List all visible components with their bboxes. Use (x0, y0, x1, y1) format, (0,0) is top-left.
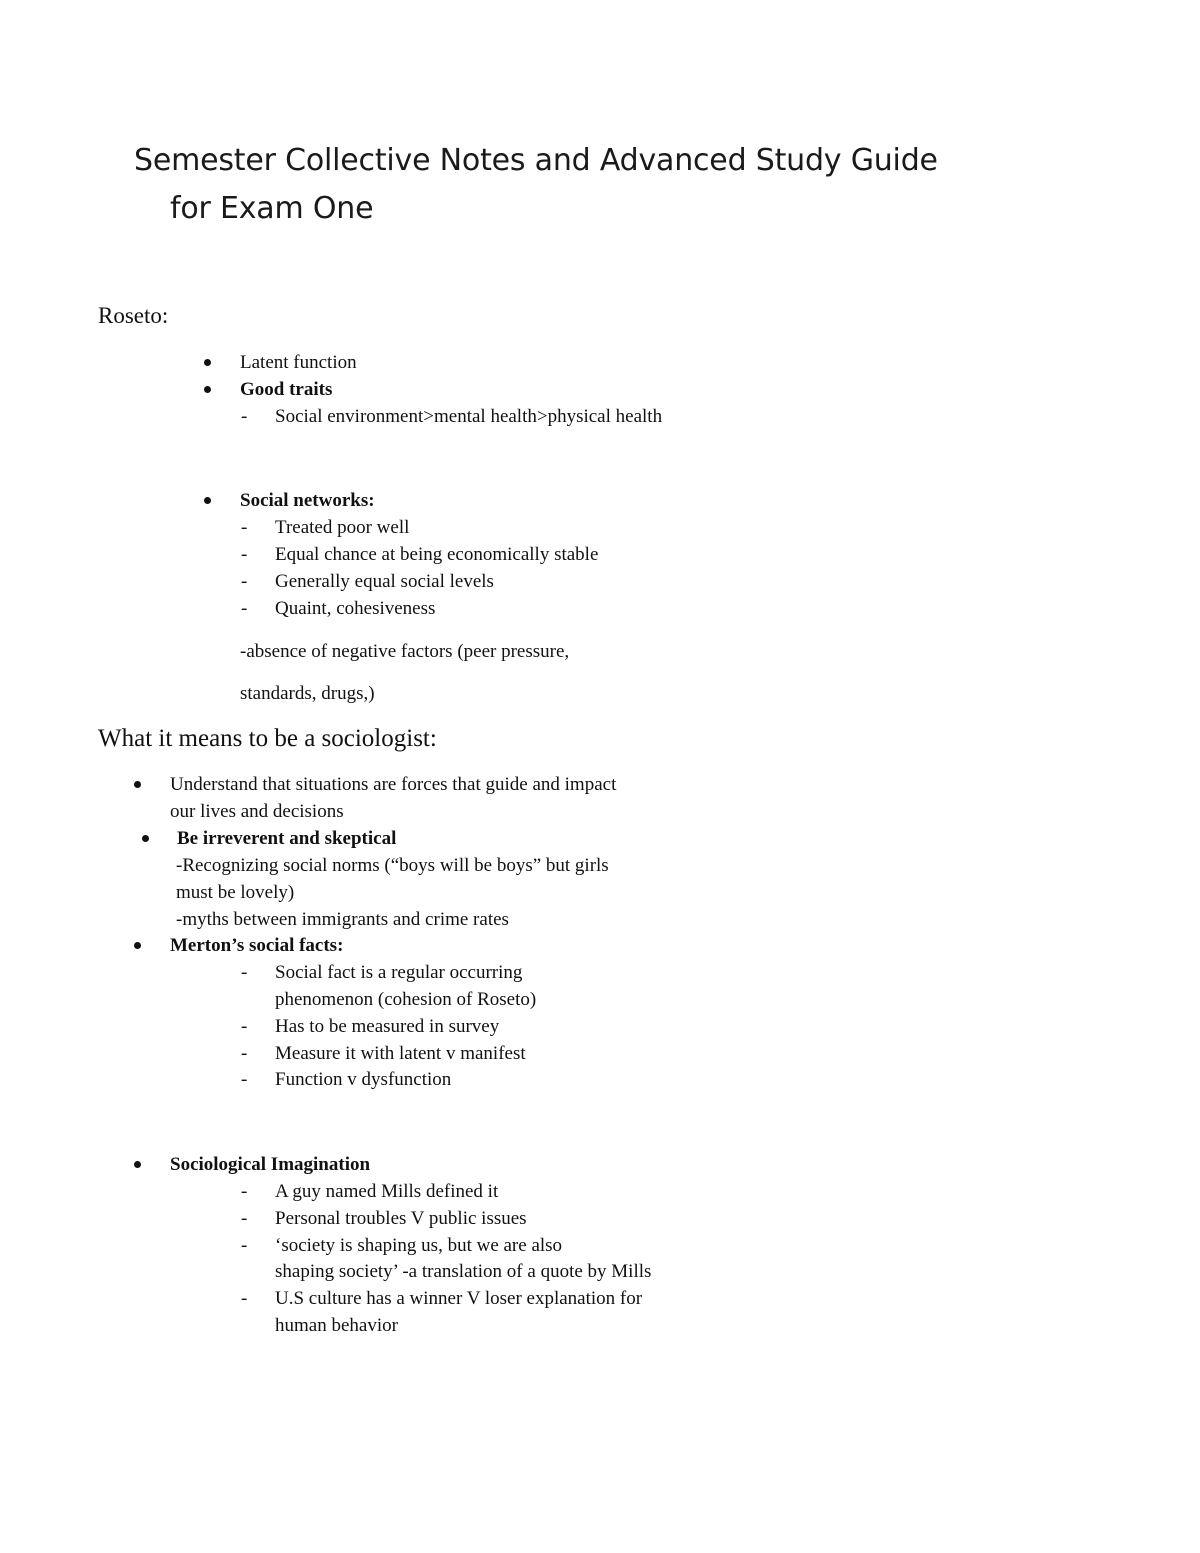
bullet-icon (204, 359, 211, 366)
list-item-merton: Merton’s social facts: (170, 935, 344, 956)
list-item-latent-function: Latent function (240, 352, 357, 373)
list-item-understand-line-1: Understand that situations are forces that guide and impact (170, 774, 617, 795)
sub-item-latent-manifest: Measure it with latent v manifest (275, 1043, 526, 1064)
sub-item-function-dysfunction: Function v dysfunction (275, 1069, 452, 1090)
dash-marker: - (241, 1016, 248, 1037)
absence-note-line-2: standards, drugs,) (240, 683, 375, 704)
sub-item-social-fact-line-1: Social fact is a regular occurring (275, 962, 523, 983)
irreverent-note-line-3: -myths between immigrants and crime rates (176, 909, 509, 930)
irreverent-note-line-2: must be lovely) (176, 882, 295, 903)
dash-marker: - (241, 571, 248, 592)
sub-item-treated-poor: Treated poor well (275, 517, 410, 538)
section-heading-roseto: Roseto: (98, 303, 169, 328)
dash-marker: - (241, 1288, 248, 1309)
document-title-line-1: Semester Collective Notes and Advanced Study Guide (134, 143, 938, 178)
sub-item-equal-chance: Equal chance at being economically stable (275, 544, 599, 565)
list-item-understand-line-2: our lives and decisions (170, 801, 344, 822)
sub-item-equal-social-levels: Generally equal social levels (275, 571, 494, 592)
bullet-icon (204, 497, 211, 504)
sub-item-measured-survey: Has to be measured in survey (275, 1016, 500, 1037)
list-item-social-networks: Social networks: (240, 490, 375, 511)
list-item-good-traits: Good traits (240, 379, 333, 400)
sub-item-personal-troubles: Personal troubles V public issues (275, 1208, 527, 1229)
sub-item-society-quote-line-2: shaping society’ -a translation of a quote by Mills (275, 1261, 652, 1282)
sub-item-society-quote-line-1: ‘society is shaping us, but we are also (275, 1235, 563, 1256)
dash-marker: - (241, 406, 248, 427)
bullet-icon (134, 1161, 141, 1168)
sub-item-social-environment: Social environment>mental health>physical health (275, 406, 663, 427)
bullet-icon (142, 835, 149, 842)
bullet-icon (134, 942, 141, 949)
sub-item-quaint: Quaint, cohesiveness (275, 598, 436, 619)
dash-marker: - (241, 517, 248, 538)
sub-item-us-culture-line-2: human behavior (275, 1315, 398, 1336)
sub-item-us-culture-line-1: U.S culture has a winner V loser explanation for (275, 1288, 643, 1309)
list-item-sociological-imagination: Sociological Imagination (170, 1154, 371, 1175)
irreverent-note-line-1: -Recognizing social norms (“boys will be boys” but girls (176, 855, 609, 876)
dash-marker: - (241, 1235, 248, 1256)
bullet-icon (204, 386, 211, 393)
sub-item-social-fact-line-2: phenomenon (cohesion of Roseto) (275, 989, 537, 1010)
absence-note-line-1: -absence of negative factors (peer pressure, (240, 641, 570, 662)
dash-marker: - (241, 962, 248, 983)
dash-marker: - (241, 598, 248, 619)
document-title-line-2: for Exam One (170, 191, 374, 226)
dash-marker: - (241, 1043, 248, 1064)
list-item-irreverent: Be irreverent and skeptical (177, 828, 397, 849)
bullet-icon (134, 781, 141, 788)
sub-item-mills-defined: A guy named Mills defined it (275, 1181, 499, 1202)
dash-marker: - (241, 1208, 248, 1229)
dash-marker: - (241, 1069, 248, 1090)
dash-marker: - (241, 544, 248, 565)
dash-marker: - (241, 1181, 248, 1202)
section-heading-sociologist: What it means to be a sociologist: (98, 725, 437, 752)
